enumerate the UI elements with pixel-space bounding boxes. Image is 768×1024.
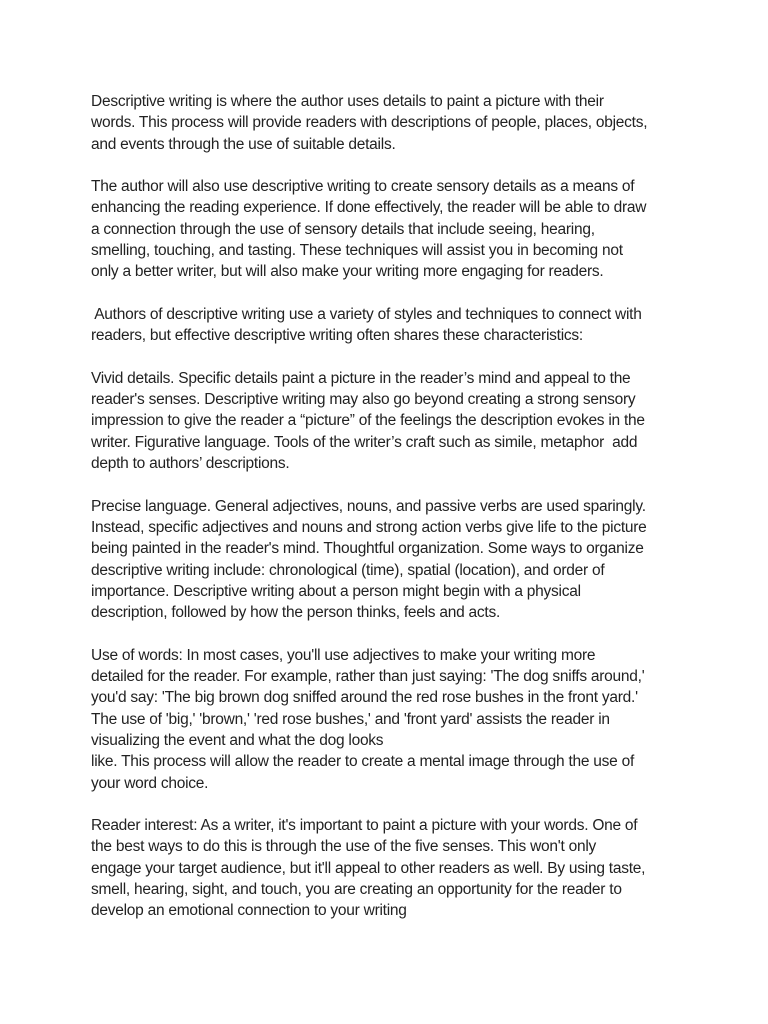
text-line: depth to authors’ descriptions. (91, 455, 290, 473)
paragraph-characteristics-intro (91, 304, 691, 347)
text-line: description, followed by how the person thinks, feels and acts. (91, 604, 501, 622)
text-line: Vivid details. Specific details paint a picture in the reader’s mind and appeal to the (91, 369, 631, 387)
text-line: Authors of descriptive writing use a variety of styles and techniques to connect with (91, 305, 642, 323)
paragraph-intro (91, 91, 691, 155)
text-line: smelling, touching, and tasting. These techniques will assist you in becoming not (91, 242, 623, 260)
text-line: Descriptive writing is where the author uses details to paint a picture with their (91, 93, 604, 110)
text-line: and events through the use of suitable details. (91, 135, 396, 153)
text-line: Use of words: In most cases, you'll use adjectives to make your writing more (91, 646, 596, 664)
text-line: descriptive writing include: chronological (time), spatial (location), and order of (91, 561, 605, 579)
text-line: develop an emotional connection to your writing (91, 902, 407, 920)
text-line: importance. Descriptive writing about a person might begin with a physical (91, 582, 581, 600)
text-line: your word choice. (91, 774, 209, 792)
text-line: engage your target audience, but it'll appeal to other readers as well. By using taste, (91, 859, 646, 877)
paragraph-reader-interest (91, 815, 691, 921)
text-line: Instead, specific adjectives and nouns and strong action verbs give life to the picture (91, 518, 647, 536)
text-line: you'd say: 'The big brown dog sniffed around the red rose bushes in the front yard.' (91, 689, 638, 707)
text-line: only a better writer, but will also make your writing more engaging for readers. (91, 263, 604, 281)
text-line: the best ways to do this is through the use of the five senses. This won't only (91, 838, 597, 856)
text-line: readers, but effective descriptive writing often shares these characteristics: (91, 327, 583, 345)
paragraph-use-of-words (91, 645, 691, 794)
text-line: a connection through the use of sensory details that include seeing, hearing, (91, 220, 595, 238)
text-line: writer. Figurative language. Tools of the writer’s craft such as simile, metaphor add (91, 433, 638, 451)
text-line: like. This process will allow the reader to create a mental image through the use of (91, 753, 635, 771)
text-line: smell, hearing, sight, and touch, you are creating an opportunity for the reader to (91, 880, 622, 898)
text-line: enhancing the reading experience. If done effectively, the reader will be able to draw (91, 199, 647, 217)
text-line: The use of 'big,' 'brown,' 'red rose bushes,' and 'front yard' assists the reader in (91, 710, 610, 728)
text-line: The author will also use descriptive writing to create sensory details as a means of (91, 178, 635, 196)
paragraph-precise-language (91, 496, 691, 624)
document-page (91, 91, 691, 943)
paragraph-vivid-details (91, 368, 691, 474)
text-line: words. This process will provide readers with descriptions of people, places, objects, (91, 114, 648, 132)
text-line: being painted in the reader's mind. Thoughtful organization. Some ways to organize (91, 540, 644, 558)
text-line: detailed for the reader. For example, rather than just saying: 'The dog sniffs around,' (91, 668, 645, 686)
text-line: visualizing the event and what the dog looks (91, 731, 384, 749)
text-line: impression to give the reader a “picture” of the feelings the description evokes in the (91, 412, 645, 430)
text-line: reader's senses. Descriptive writing may also go beyond creating a strong sensory (91, 391, 636, 409)
text-line: Precise language. General adjectives, nouns, and passive verbs are used sparingly. (91, 497, 646, 515)
text-line: Reader interest: As a writer, it's important to paint a picture with your words. One of (91, 817, 638, 835)
paragraph-sensory-details (91, 176, 691, 282)
